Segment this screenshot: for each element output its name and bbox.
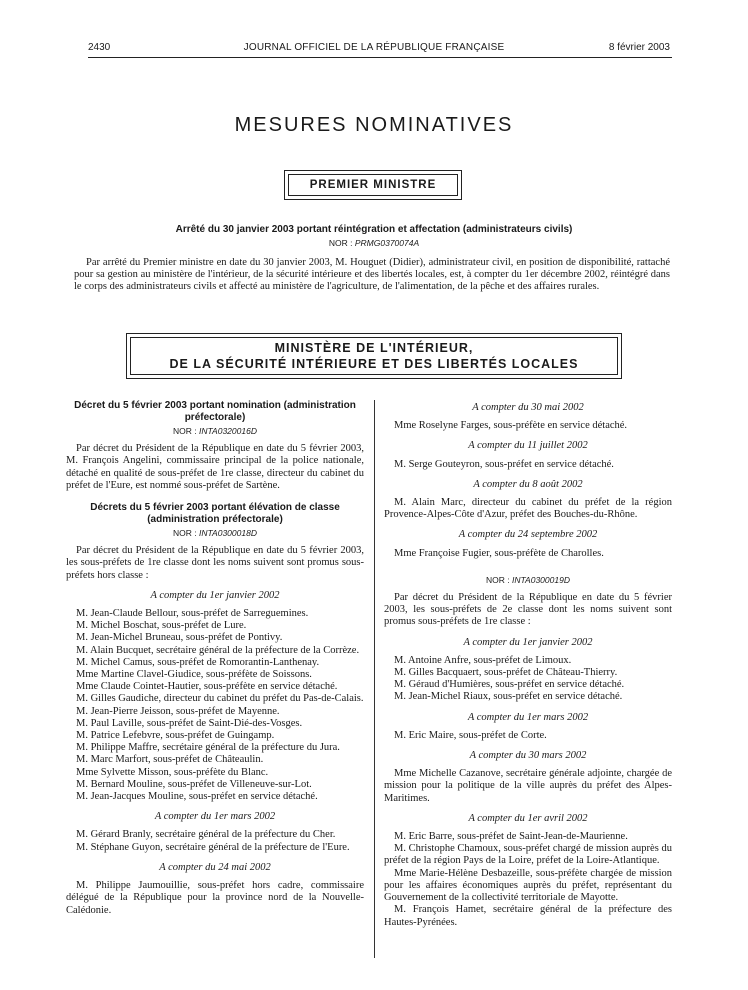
section-heading: A compter du 30 mars 2002: [469, 750, 587, 762]
ministry2-box: [130, 337, 618, 375]
decret1-text: Par décret du Président de la République en date du 5 février 2003, M. François Angelini, commissaire principal de la police nationale, détaché en qualité de sous-préfet de 1re classe, directeur du cabinet du préfet de l'Eure, est nommé sous-préfet de Sartène.: [66, 443, 364, 491]
list-item: Mme Michelle Cazanove, secrétaire générale adjointe, chargée de mission pour la politique de la ville auprès du préfet des Alpes-Maritimes.: [384, 768, 672, 804]
name-list: [66, 608, 364, 803]
list-item: M. Gérard Branly, secrétaire général de la préfecture du Cher.: [76, 829, 336, 841]
list-item: M. Paul Laville, sous-préfet de Saint-Dié-des-Vosges.: [76, 717, 303, 729]
nor-code: PRMG0370074A: [354, 238, 420, 248]
name-list: [384, 497, 672, 521]
list-item: M. Antoine Anfre, sous-préfet de Limoux.: [394, 654, 572, 666]
header-rule: [88, 57, 672, 58]
list-item: Mme Claude Cointet-Hautier, sous-préfète en service détaché.: [76, 681, 338, 693]
decret1-title: Décret du 5 février 2003 portant nomination (administration préfectorale): [74, 400, 356, 423]
section-heading: A compter du 1er mars 2002: [467, 711, 589, 723]
list-item: M. Jean-Michel Bruneau, sous-préfet de Pontivy.: [76, 632, 283, 644]
name-list: [384, 459, 672, 471]
decret3-nor-code: INTA0300019D: [512, 574, 570, 585]
list-item: M. Jean-Jacques Mouline, sous-préfet en service détaché.: [76, 791, 318, 803]
decret3-text: Par décret du Président de la République en date du 5 février 2003, les sous-préfets de 2e classe dont les noms suivent sont promus sous-préfets de 1re classe :: [384, 592, 672, 628]
arrete-nor: [0, 238, 748, 248]
section-heading: A compter du 11 juillet 2002: [468, 440, 588, 452]
name-list: [384, 548, 672, 560]
list-item: M. Stéphane Guyon, secrétaire général de la préfecture de l'Eure.: [76, 841, 350, 853]
page-number: 2430: [88, 42, 111, 53]
list-item: M. Christophe Chamoux, sous-préfet chargé de mission auprès du préfet de la région Pays de la Loire, préfet de la Loire-Atlantique.: [384, 843, 672, 867]
ministry2-box-outer: [126, 333, 622, 379]
decret3-nor: NOR : INTA0300019D: [486, 574, 570, 585]
list-item: Mme Roselyne Farges, sous-préfète en service détaché.: [394, 420, 628, 432]
ministry-box-outer: [284, 170, 462, 200]
decret2-nor-code: INTA0300018D: [199, 528, 257, 539]
section-heading: A compter du 1er janvier 2002: [463, 636, 593, 648]
section-heading: A compter du 1er avril 2002: [468, 812, 588, 824]
list-item: M. Michel Camus, sous-préfet de Romorantin-Lanthenay.: [76, 656, 320, 668]
list-item: Mme Sylvette Misson, sous-préfète du Blanc.: [76, 766, 269, 778]
name-list: [66, 829, 364, 853]
list-item: M. Alain Bucquet, secrétaire général de la préfecture de la Corrèze.: [76, 644, 360, 656]
name-list: [384, 831, 672, 929]
list-item: M. François Hamet, secrétaire général de la préfecture des Hautes-Pyrénées.: [384, 904, 672, 928]
list-item: M. Jean-Claude Bellour, sous-préfet de Sarreguemines.: [76, 608, 309, 620]
list-item: M. Marc Marfort, sous-préfet de Châteaulin.: [76, 754, 264, 766]
ministry-name: PREMIER MINISTRE: [309, 179, 437, 191]
list-item: M. Gilles Gaudiche, directeur du cabinet du préfet du Pas-de-Calais.: [76, 693, 364, 705]
decret2-nor: NOR : INTA0300018D: [173, 528, 257, 539]
list-item: M. Serge Gouteyron, sous-préfet en service détaché.: [394, 458, 614, 470]
list-item: M. Alain Marc, directeur du cabinet du préfet de la région Provence-Alpes-Côte d'Azur, préfet des Bouches-du-Rhône.: [384, 497, 672, 521]
list-item: Mme Françoise Fugier, sous-préfète de Charolles.: [394, 547, 604, 559]
column-divider: [374, 400, 375, 958]
section-heading: A compter du 1er mars 2002: [154, 811, 276, 823]
list-item: M. Gilles Bacquaert, sous-préfet de Château-Thierry.: [394, 667, 618, 679]
right-column: [384, 400, 672, 929]
name-list: [384, 655, 672, 704]
name-list: [384, 730, 672, 742]
ministry2-line2: DE LA SÉCURITÉ INTÉRIEURE ET DES LIBERTÉS LOCALES: [169, 357, 579, 371]
ministry2-line1: MINISTÈRE DE L'INTÉRIEUR,: [274, 341, 474, 355]
section-heading: A compter du 24 mai 2002: [159, 861, 271, 873]
list-item: Mme Martine Clavel-Giudice, sous-préfète de Soissons.: [76, 669, 312, 681]
left-column: [66, 400, 364, 917]
arrete-title: Arrêté du 30 janvier 2003 portant réintégration et affectation (administrateurs civils): [175, 224, 573, 235]
list-item: M. Philippe Jaumouillie, sous-préfet hors cadre, commissaire délégué de la République pour la province nord de la Nouvelle-Calédonie.: [66, 880, 364, 916]
list-item: M. Géraud d'Humières, sous-préfet en service détaché.: [394, 679, 625, 691]
section-heading: A compter du 1er janvier 2002: [150, 589, 280, 601]
section-title: MESURES NOMINATIVES: [234, 114, 514, 136]
section-heading: A compter du 8 août 2002: [473, 478, 583, 490]
list-item: M. Eric Barre, sous-préfet de Saint-Jean-de-Maurienne.: [394, 831, 628, 843]
decret1-nor-code: INTA0320016D: [199, 426, 257, 436]
journal-title: JOURNAL OFFICIEL DE LA RÉPUBLIQUE FRANÇAISE: [243, 42, 505, 53]
list-item: M. Bernard Mouline, sous-préfet de Villeneuve-sur-Lot.: [76, 778, 312, 790]
list-item: M. Michel Boschat, sous-préfet de Lure.: [76, 620, 247, 632]
section-heading: A compter du 24 septembre 2002: [458, 529, 598, 541]
decret2-text: Par décret du Président de la République en date du 5 février 2003, les sous-préfets de 1re classe dont les noms suivent sont promus sous-préfets hors classe :: [66, 545, 364, 581]
decret2-title: Décrets du 5 février 2003 portant élévation de classe (administration préfectorale): [90, 502, 340, 525]
list-item: M. Philippe Maffre, secrétaire général de la préfecture du Jura.: [76, 742, 340, 754]
name-list: [384, 768, 672, 805]
name-list: [66, 880, 364, 917]
section-heading: A compter du 30 mai 2002: [472, 402, 584, 413]
name-list: [384, 420, 672, 432]
decret1-nor: NOR : INTA0320016D: [173, 426, 257, 436]
list-item: Mme Marie-Hélène Desbazeille, sous-préfète chargée de mission pour les affaires économiques auprès du préfet, représentant du Gouvernement de la collectivité territoriale de Mayotte.: [384, 867, 672, 904]
arrete-text: Par arrêté du Premier ministre en date du 30 janvier 2003, M. Houguet (Didier), administrateur civil, en position de disponibilité, rattaché pour sa gestion au ministère de l'intérieur, de la sécurité intérieure et des libertés locales, est, à compter du 1er décembre 2002, réintégré dans le corps des administrateurs civils et affecté au ministère de l'agriculture, de l'alimentation, de la pêche et des affaires rurales.: [74, 257, 670, 292]
list-item: M. Patrice Lefebvre, sous-préfet de Guingamp.: [76, 730, 275, 742]
nor-label: NOR :: [328, 238, 353, 248]
list-item: M. Eric Maire, sous-préfet de Corte.: [394, 729, 547, 741]
ministry-box: [288, 174, 458, 196]
issue-date: 8 février 2003: [608, 42, 670, 53]
list-item: M. Jean-Michel Riaux, sous-préfet en service détaché.: [394, 691, 623, 703]
list-item: M. Jean-Pierre Jeisson, sous-préfet de Mayenne.: [76, 705, 280, 717]
